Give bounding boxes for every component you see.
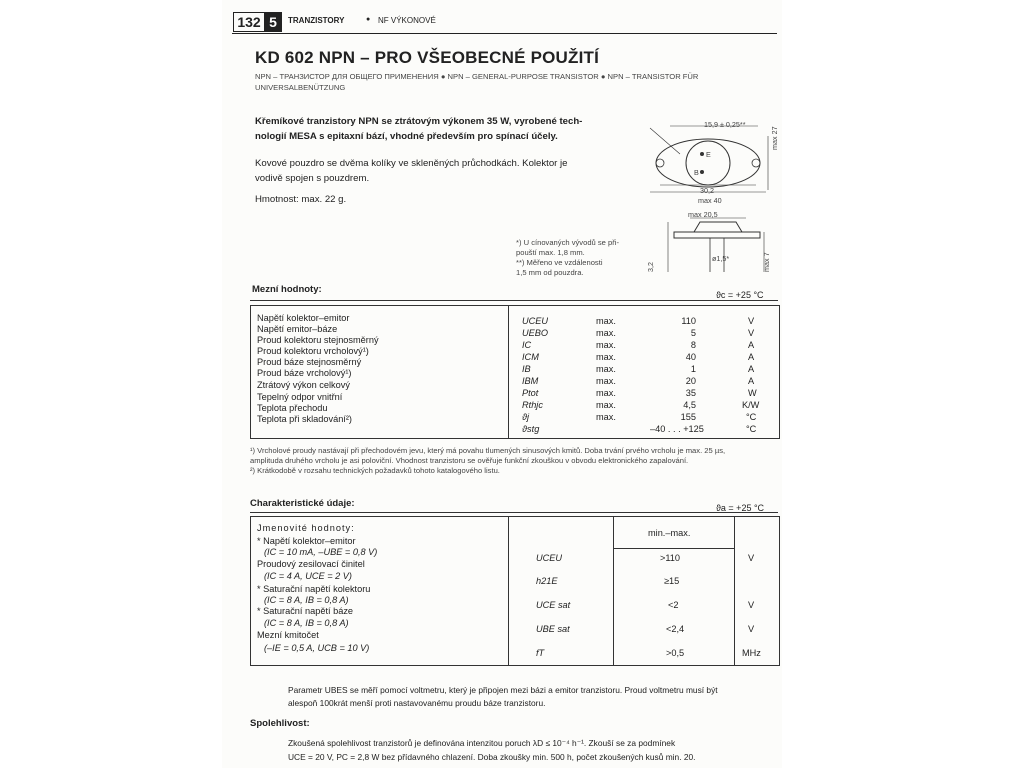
dim-side-right: max 7 [762,252,771,272]
limits-row-unit: A [748,364,755,374]
reliability-line-2: UCE = 20 V, PC = 2,8 W bez přídavného chlazení. Doba zkoušky min. 500 h, počet zkoušených kusů min. 20. [288,752,696,762]
section-title: TRANZISTORY [288,16,345,25]
dim-right: max 27 [770,126,779,150]
limits-row-unit: °C [746,424,757,434]
char-row-sym: UCE sat [536,600,571,610]
limits-row-sym: UCEU [522,316,549,326]
intro-text-2: vodivě spojen s pouzdrem. [255,173,370,184]
characteristics-header-range: min.–max. [648,528,691,538]
dim-side-top: max 20,5 [688,210,718,219]
characteristics-condition: ϑa = +25 °C [716,503,765,513]
dim-bottom-1: 30,2 [700,186,714,195]
limits-row-unit: A [748,352,755,362]
char-row-unit: V [748,624,755,634]
limits-row-sym: Rthjc [522,400,543,410]
dim-pin-diameter: ø1,5* [712,254,730,263]
limits-row-value: 20 [685,376,696,386]
limits-row-unit: V [748,328,755,338]
char-row-value: <2 [668,600,679,610]
char-row-name: * Saturační napětí báze [257,606,354,616]
char-row-unit: V [748,600,755,610]
limits-row-unit: W [748,388,757,398]
limits-row-sym: IC [522,340,532,350]
limits-row-name: Napětí kolektor–emitor [257,313,350,323]
limits-row-unit: A [748,340,755,350]
limits-row-mode: max. [596,340,616,350]
dim-top: 15,9 ± 0,25** [704,120,746,129]
char-row-condition: (–IE = 0,5 A, UCB = 10 V) [264,643,370,653]
limits-row-mode: max. [596,352,616,362]
limits-row-sym: IB [522,364,531,374]
intro-bold-2: nologií MESA s epitaxní bází, vhodné především pro spínací účely. [255,131,558,142]
limits-footnote-3: ²) Krátkodobě v rozsahu technických požadavků tohoto katalogového listu. [250,466,500,475]
limits-row-name: Proud báze vrcholový¹) [257,368,352,378]
drawing-note-1: *) U cínovaných vývodů se při- [516,238,619,247]
limits-table-divider [508,305,509,438]
limits-row-mode: max. [596,412,616,422]
section-number-box [264,12,282,32]
char-row-unit: MHz [742,648,761,658]
limits-row-value: 35 [685,388,696,398]
weight-text: Hmotnost: max. 22 g. [255,194,347,205]
param-text-1: Parametr UBES se měří pomocí voltmetru, který je připojen mezi bázi a emitor tranzistoru. Proud voltmetru musí být [288,685,718,695]
characteristics-title-rule [250,512,778,513]
header-separator: ● [366,16,371,23]
limits-row-mode: max. [596,328,616,338]
characteristics-divider-2 [613,516,614,665]
limits-row-name: Proud kolektoru vrcholový¹) [257,346,369,356]
limits-row-name: Tepelný odpor vnitřní [257,392,343,402]
limits-row-value: 4,5 [683,400,696,410]
char-row-value: >110 [660,553,681,563]
limits-footnote-1: ¹) Vrcholové proudy nastávají při přechodovém jevu, který má povahu tlumených sinusových kmitů. Doba trvání prvého vrcholu je max. 25 µs, [250,446,726,455]
limits-row-sym: UEBO [522,328,549,338]
limits-row-name: Teplota při skladování²) [257,414,352,424]
limits-row-unit: V [748,316,755,326]
limits-title-rule [250,300,778,301]
characteristics-header-label: Jmenovité hodnoty: [257,523,355,533]
char-row-condition: (IC = 8 A, IB = 0,8 A) [264,595,349,605]
limits-row-mode: max. [596,376,616,386]
page-number: 132 [237,14,261,30]
drawing-note-4: 1,5 mm od pouzdra. [516,268,584,277]
limits-row-name: Proud kolektoru stejnosměrný [257,335,379,345]
char-row-sym: UCEU [536,553,563,563]
limits-row-sym: ϑstg [522,424,540,434]
characteristics-header-rule [613,548,734,549]
dim-side-left: 3,2 [646,262,655,272]
limits-row-unit: °C [746,412,757,422]
section-number: 5 [269,14,277,30]
limits-row-value: 8 [690,340,696,350]
page-number-box [233,12,265,32]
limits-row-unit: A [748,376,755,386]
limits-condition: ϑc = +25 °C [716,290,764,300]
limits-footnote-2: amplituda druhého vrcholu je asi poloviční. Vhodnost tranzistoru se ověřuje funkční zkouškou v obvodu elektronického zapalování. [250,456,689,465]
dim-bottom-2: max 40 [698,196,722,205]
char-row-value: <2,4 [666,624,685,634]
limits-row-name: Proud báze stejnosměrný [257,357,362,367]
limits-row-value: 110 [681,316,696,326]
characteristics-divider-1 [508,516,509,665]
header-rule [232,33,777,34]
drawing-note-3: **) Měřeno ve vzdálenosti [516,258,603,267]
limits-row-sym: ϑj [522,412,530,422]
limits-row-name: Napětí emitor–báze [257,324,338,334]
char-row-name: * Saturační napětí kolektoru [257,584,371,594]
limits-row-sym: ICM [522,352,539,362]
char-row-condition: (IC = 10 mA, –UBE = 0,8 V) [264,547,378,557]
reliability-line-1: Zkoušená spolehlivost tranzistorů je definována intenzitou poruch λD ≤ 10⁻⁴ h⁻¹. Zkouší se za podmínek [288,738,676,748]
drawing-note-2: pouští max. 1,8 mm. [516,248,585,257]
limits-row-value: 5 [690,328,696,338]
intro-text-1: Kovové pouzdro se dvěma kolíky ve skleněných průchodkách. Kolektor je [255,158,568,169]
limits-row-mode: max. [596,388,616,398]
char-row-name: Proudový zesilovací činitel [257,559,365,569]
limits-row-value: 1 [690,364,696,374]
limits-row-name: Ztrátový výkon celkový [257,380,350,390]
limits-row-name: Teplota přechodu [257,403,328,413]
char-row-name: Mezní kmitočet [257,630,319,640]
reliability-title: Spolehlivost: [250,718,310,729]
param-text-2: alespoň 100krát menší proti nastavovanému proudu báze tranzistoru. [288,698,546,708]
char-row-sym: fT [536,648,545,658]
char-row-sym: h21E [536,576,558,586]
characteristics-divider-3 [734,516,735,665]
char-row-value: ≥15 [664,576,680,586]
intro-bold-1: Křemíkové tranzistory NPN se ztrátovým výkonem 35 W, vyrobené tech- [255,116,583,127]
limits-row-value: –40 . . . +125 [650,424,704,434]
limits-row-mode: max. [596,316,616,326]
limits-row-sym: Ptot [522,388,539,398]
package-side-view-drawing [660,210,770,280]
char-row-unit: V [748,553,755,563]
limits-row-unit: K/W [742,400,760,410]
char-row-condition: (IC = 8 A, IB = 0,8 A) [264,618,349,628]
page-subtitle: NPN – ТРАНЗИСТОР ДЛЯ ОБЩЕГО ПРИМЕНЕНИЯ ● NPN – GENERAL-PURPOSE TRANSISTOR ● NPN – TRANSISTOR FÜR UNIVERSALBENÜTZUNG [255,72,699,92]
char-row-sym: UBE sat [536,624,570,634]
characteristics-title: Charakteristické údaje: [250,498,355,509]
limits-row-value: 40 [685,352,696,362]
limits-row-sym: IBM [522,376,539,386]
limits-row-value: 155 [680,412,696,422]
section-subtitle: NF VÝKONOVÉ [378,16,436,25]
char-row-value: >0,5 [666,648,685,658]
label-emitter: E [706,150,711,159]
limits-title: Mezní hodnoty: [252,284,322,295]
label-base: B [694,168,699,177]
limits-row-mode: max. [596,400,616,410]
limits-row-mode: max. [596,364,616,374]
page-title: KD 602 NPN – PRO VŠEOBECNÉ POUŽITÍ [255,48,600,67]
char-row-name: * Napětí kolektor–emitor [257,536,356,546]
char-row-condition: (IC = 4 A, UCE = 2 V) [264,571,352,581]
